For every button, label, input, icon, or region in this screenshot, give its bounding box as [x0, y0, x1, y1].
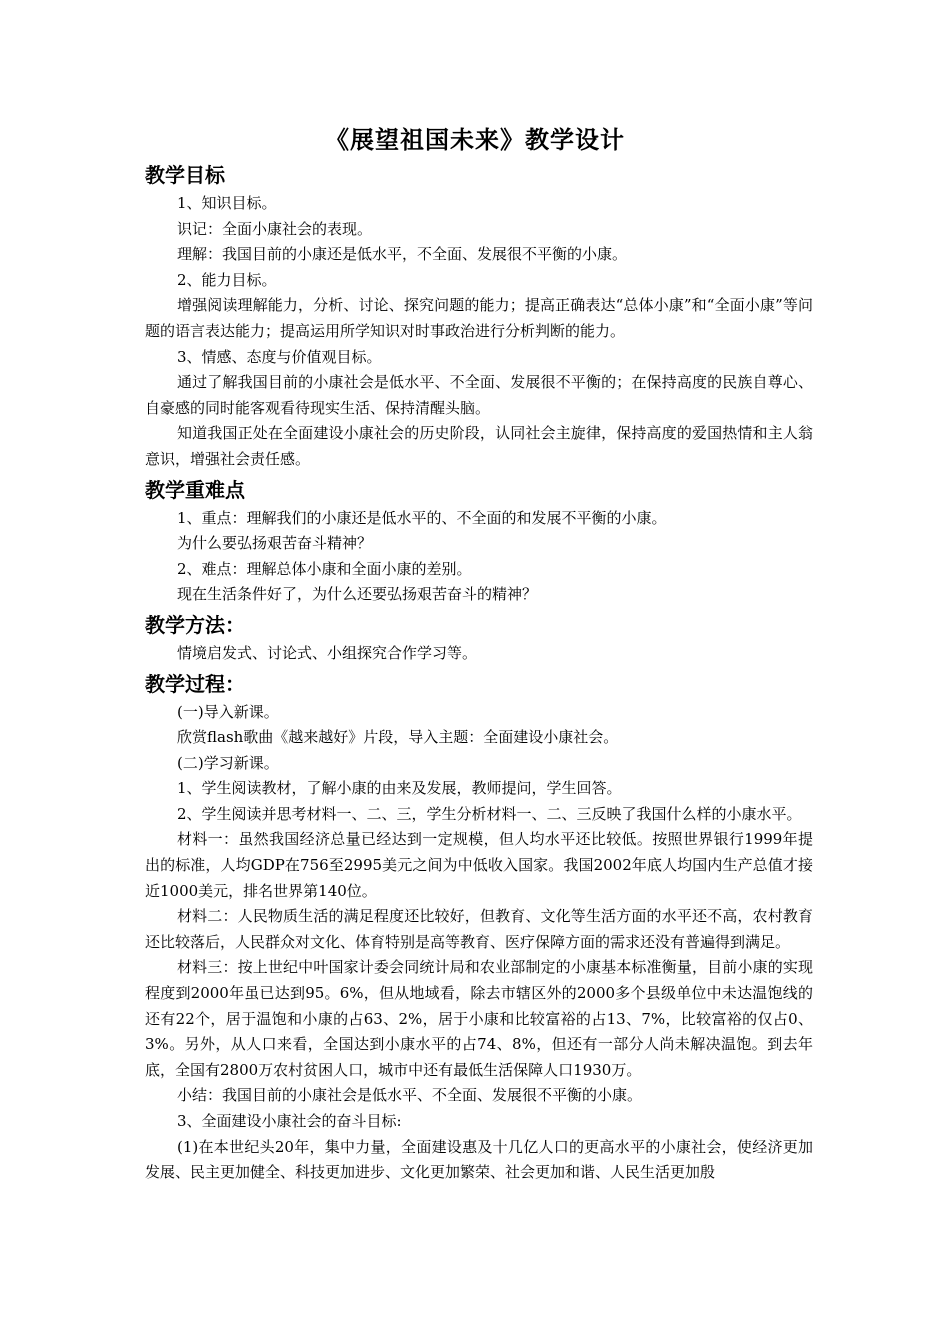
- paragraph: 知道我国正处在全面建设小康社会的历史阶段，认同社会主旋律，保持高度的爱国热情和主人翁意识，增强社会责任感。: [145, 424, 813, 468]
- paragraph: (一)导入新课。: [177, 702, 279, 721]
- document-body: [145, 158, 813, 1186]
- paragraph: 2、能力目标。: [177, 270, 277, 289]
- paragraph: 为什么要弘扬艰苦奋斗精神？: [177, 534, 373, 553]
- paragraph: (1)在本世纪头20年，集中力量，全面建设惠及十几亿人口的更高水平的小康社会，使经济更加发展、民主更加健全、科技更加进步、文化更加繁荣、社会更加和谐、人民生活更加殷: [145, 1137, 813, 1182]
- paragraph: 2、学生阅读并思考材料一、二、三，学生分析材料一、二、三反映了我国什么样的小康水平。: [177, 804, 802, 823]
- paragraph: 1、知识目标。: [177, 194, 277, 212]
- section-heading: 教学重难点: [145, 477, 245, 502]
- paragraph: 1、学生阅读教材，了解小康的由来及发展，教师提问，学生回答。: [177, 779, 622, 798]
- paragraph: (二)学习新课。: [177, 753, 279, 772]
- paragraph: 小结：我国目前的小康社会是低水平、不全面、发展很不平衡的小康。: [177, 1086, 643, 1105]
- paragraph: 材料三：按上世纪中叶国家计委会同统计局和农业部制定的小康基本标准衡量，目前小康的实现程度到2000年虽已达到95。6%，但从地域看，除去市辖区外的2000多个县级单位中未达温饱线的还有22个，居于温饱和小康的占63、2%，居于小康和比较富裕的占13、7%，比较富裕的仅占0、3%。另外，从人口来看，全国达到小康水平的占74、8%，但还有一部分人尚未解决温饱。到去年底，全国有2800万农村贫困人口，城市中还有最低生活保障人口1930万。: [145, 958, 813, 1079]
- section-heading: 教学过程：: [145, 671, 245, 696]
- paragraph: 识记：全面小康社会的表现。: [177, 219, 373, 238]
- paragraph: 材料二：人民物质生活的满足程度还比较好，但教育、文化等生活方面的水平还不高，农村教育还比较落后，人民群众对文化、体育特别是高等教育、医疗保障方面的需求还没有普遍得到满足。: [145, 907, 813, 951]
- paragraph: 1、重点：理解我们的小康还是低水平的、不全面的和发展不平衡的小康。: [177, 508, 667, 527]
- paragraph: 通过了解我国目前的小康社会是低水平、不全面、发展很不平衡的；在保持高度的民族自尊心、自豪感的同时能客观看待现实生活、保持清醒头脑。: [145, 373, 813, 417]
- paragraph: 欣赏flash歌曲《越来越好》片段，导入主题：全面建设小康社会。: [177, 728, 619, 747]
- paragraph: 情境启发式、讨论式、小组探究合作学习等。: [177, 643, 478, 662]
- paragraph: 理解：我国目前的小康还是低水平，不全面、发展很不平衡的小康。: [177, 245, 628, 264]
- paragraph: 3、全面建设小康社会的奋斗目标:: [177, 1112, 402, 1130]
- paragraph: 增强阅读理解能力，分析、讨论、探究问题的能力；提高正确表达“总体小康”和“全面小康”等问题的语言表达能力；提高运用所学知识对时事政治进行分析判断的能力。: [145, 296, 813, 340]
- paragraph: 材料一：虽然我国经济总量已经达到一定规模，但人均水平还比较低。按照世界银行1999年提出的标准，人均GDP在756至2995美元之间为中低收入国家。我国2002年底人均国内生产总值才接近1000美元，排名世界第140位。: [145, 830, 813, 900]
- paragraph: 2、难点：理解总体小康和全面小康的差别。: [177, 559, 472, 578]
- section-heading: 教学方法：: [145, 612, 245, 637]
- paragraph: 现在生活条件好了，为什么还要弘扬艰苦奋斗的精神？: [177, 585, 538, 604]
- document-title: 《展望祖国未来》教学设计: [325, 126, 625, 154]
- paragraph: 3、情感、态度与价值观目标。: [177, 347, 382, 366]
- section-heading: 教学目标: [145, 163, 225, 187]
